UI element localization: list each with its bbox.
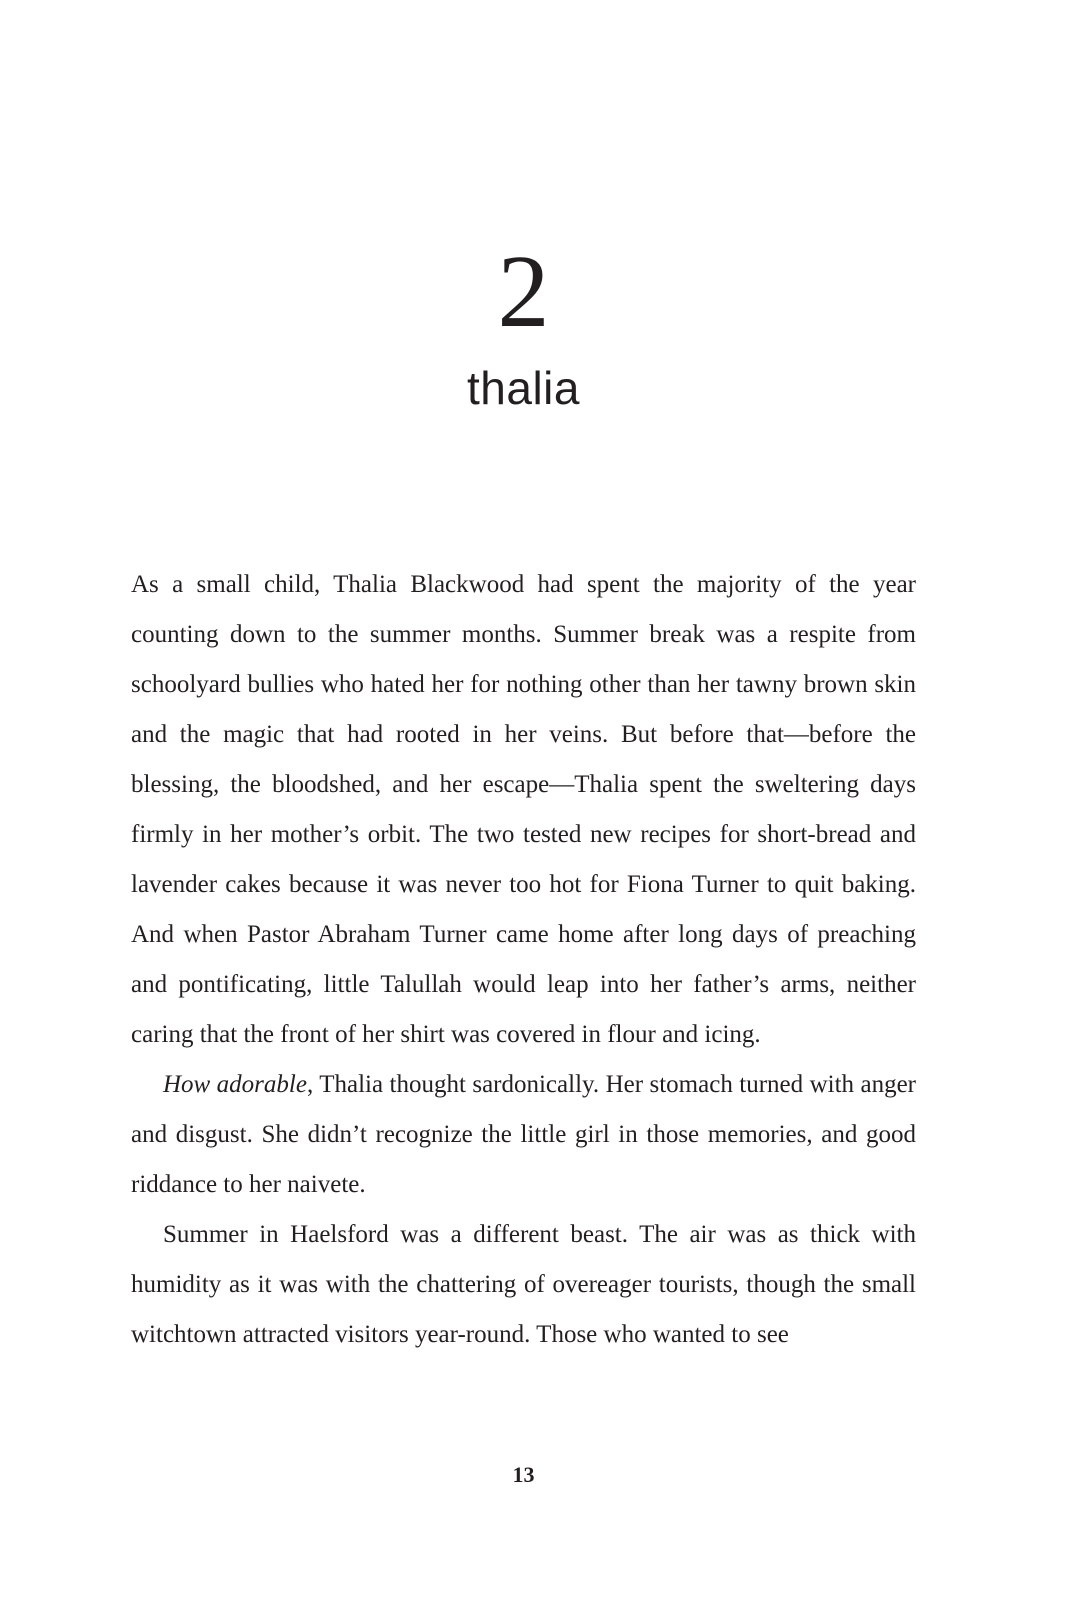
paragraph-2: [131, 1060, 916, 1210]
page-number: 13: [512, 1462, 535, 1487]
paragraph-2-text: , Thalia thought sardonically. Her stomach turned with anger and disgust. She didn’t recognize the little girl in those memories, and good riddance to her naivete.: [131, 1071, 916, 1198]
paragraph-2-italic-lead: How adorable: [163, 1071, 307, 1098]
paragraph-3: Summer in Haelsford was a different beast. The air was as thick with humidity as it was with the chattering of overeager tourists, though the small witchtown attracted visitors year-round. Those who wanted to see: [131, 1221, 916, 1348]
chapter-title: thalia: [467, 362, 580, 414]
paragraph-1: As a small child, Thalia Blackwood had spent the majority of the year counting down to the summer months. Summer break was a respite from schoolyard bullies who hated her for nothing other than her tawny brown skin and the magic that had rooted in her veins. But before that—before the blessing, the bloodshed, and her escape—Thalia spent the sweltering days firmly in her mother’s orbit. The two tested new recipes for short-bread and lavender cakes because it was never too hot for Fiona Turner to quit baking. And when Pastor Abraham Turner came home after long days of preaching and pontificating, little Talullah would leap into her father’s arms, neither caring that the front of her shirt was covered in flour and icing.: [131, 571, 916, 1048]
chapter-number: 2: [497, 234, 550, 349]
body-text: [131, 560, 916, 1360]
